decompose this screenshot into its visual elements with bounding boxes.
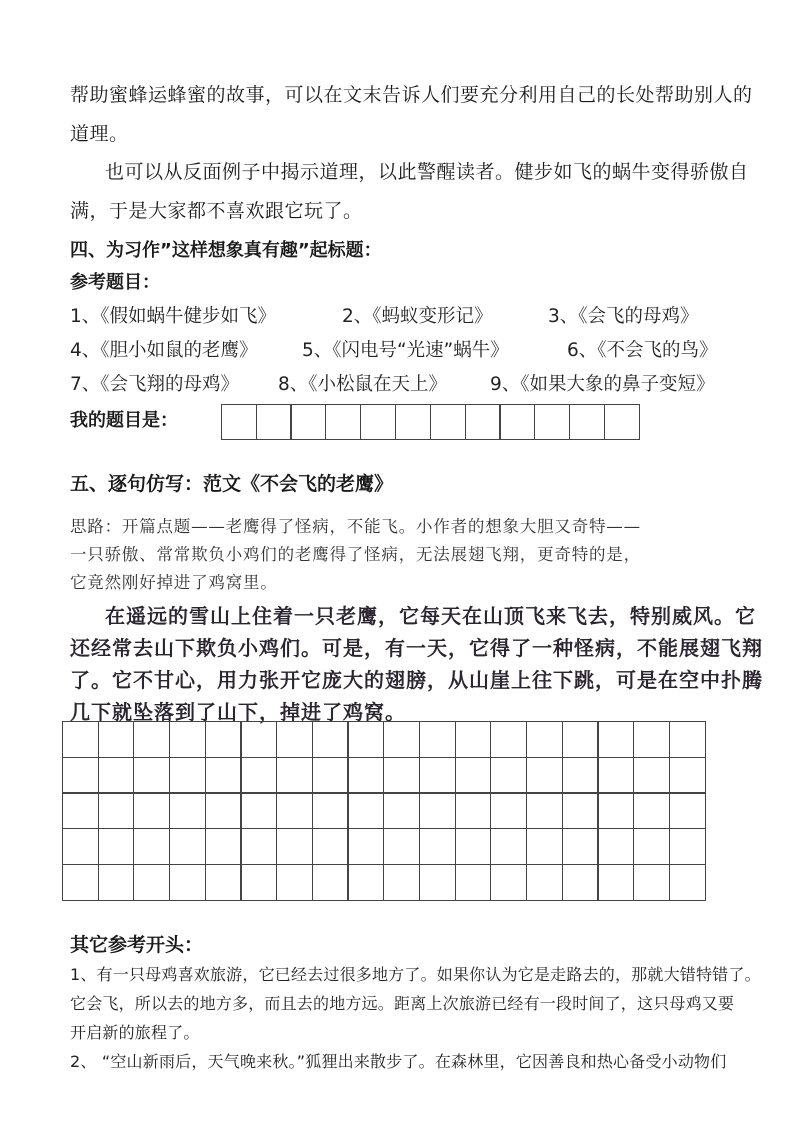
grid-cell[interactable] bbox=[240, 864, 277, 901]
sample-line-4: 几下就坠落到了山下，掉进了鸡窝。 bbox=[70, 700, 406, 724]
grid-cell[interactable] bbox=[383, 828, 420, 865]
grid-cell[interactable] bbox=[455, 757, 492, 794]
grid-cell[interactable] bbox=[312, 828, 349, 865]
grid-cell[interactable] bbox=[669, 828, 706, 865]
grid-cell[interactable] bbox=[419, 864, 456, 901]
grid-row bbox=[63, 794, 706, 830]
grid-cell[interactable] bbox=[276, 828, 313, 865]
idea-line-3: 它竟然刚好掉进了鸡窝里。 bbox=[70, 573, 278, 592]
section-5-heading: 五、逐句仿写：范文《不会飞的老鹰》 bbox=[70, 473, 394, 495]
title-box-cell[interactable] bbox=[290, 404, 326, 440]
other-item-2-line-1: 2、 “空山新雨后，天气晚来秋。”狐狸出来散步了。在森林里，它因善良和热心备受小动物们 bbox=[70, 1052, 727, 1071]
sample-line-1: 在遥远的雪山上住着一只老鹰，它每天在山顶飞来飞去，特别威风。它 bbox=[105, 604, 756, 628]
grid-cell[interactable] bbox=[490, 828, 527, 865]
grid-cell[interactable] bbox=[562, 721, 599, 758]
grid-cell[interactable] bbox=[526, 828, 563, 865]
idea-line-2: 一只骄傲、常常欺负小鸡们的老鹰得了怪病，无法展翅飞翔，更奇特的是， bbox=[70, 545, 641, 564]
grid-cell[interactable] bbox=[562, 864, 599, 901]
grid-cell[interactable] bbox=[490, 792, 527, 829]
intro-line-4: 满，于是大家都不喜欢跟它玩了。 bbox=[70, 200, 363, 222]
grid-cell[interactable] bbox=[562, 757, 599, 794]
grid-cell[interactable] bbox=[276, 721, 313, 758]
grid-cell[interactable] bbox=[62, 757, 99, 794]
title-item-6: 6、《不会飞的鸟》 bbox=[567, 340, 718, 361]
title-box-cell[interactable] bbox=[430, 404, 466, 440]
grid-cell[interactable] bbox=[526, 721, 563, 758]
grid-cell[interactable] bbox=[347, 792, 384, 829]
grid-cell[interactable] bbox=[669, 864, 706, 901]
grid-cell[interactable] bbox=[312, 721, 349, 758]
title-box-cell[interactable] bbox=[465, 404, 501, 440]
title-box-cell[interactable] bbox=[360, 404, 396, 440]
grid-cell[interactable] bbox=[205, 721, 242, 758]
other-openings-heading: 其它参考开头： bbox=[70, 934, 204, 956]
grid-cell[interactable] bbox=[98, 721, 135, 758]
grid-cell[interactable] bbox=[597, 721, 634, 758]
title-box-cell[interactable] bbox=[569, 404, 605, 440]
section-4-heading: 四、为习作”这样想象真有趣”起标题： bbox=[70, 240, 382, 261]
title-box-cell[interactable] bbox=[499, 404, 535, 440]
my-title-label: 我的题目是： bbox=[70, 410, 178, 431]
intro-line-3: 也可以从反面例子中揭示道理，以此警醒读者。健步如飞的蜗牛变得骄傲自 bbox=[105, 161, 749, 183]
grid-cell[interactable] bbox=[98, 864, 135, 901]
grid-cell[interactable] bbox=[276, 792, 313, 829]
grid-cell[interactable] bbox=[633, 757, 670, 794]
writing-grid[interactable] bbox=[63, 722, 706, 901]
title-box-cell[interactable] bbox=[325, 404, 361, 440]
title-item-5: 5、《闪电号“光速”蜗牛》 bbox=[302, 340, 509, 361]
intro-line-2: 道理。 bbox=[70, 123, 129, 145]
title-item-8: 8、《小松鼠在天上》 bbox=[278, 374, 448, 395]
other-item-1-line-3: 开启新的旅程了。 bbox=[70, 1023, 200, 1042]
grid-cell[interactable] bbox=[633, 792, 670, 829]
grid-cell[interactable] bbox=[98, 792, 135, 829]
grid-cell[interactable] bbox=[562, 828, 599, 865]
title-item-9: 9、《如果大象的鼻子变短》 bbox=[490, 374, 715, 395]
grid-cell[interactable] bbox=[205, 828, 242, 865]
grid-cell[interactable] bbox=[419, 792, 456, 829]
grid-cell[interactable] bbox=[597, 757, 634, 794]
grid-cell[interactable] bbox=[419, 828, 456, 865]
grid-cell[interactable] bbox=[669, 792, 706, 829]
grid-cell[interactable] bbox=[419, 721, 456, 758]
grid-cell[interactable] bbox=[597, 828, 634, 865]
title-answer-boxes[interactable] bbox=[222, 404, 640, 440]
grid-cell[interactable] bbox=[562, 792, 599, 829]
grid-row bbox=[63, 722, 706, 758]
grid-cell[interactable] bbox=[205, 757, 242, 794]
grid-cell[interactable] bbox=[169, 792, 206, 829]
grid-row bbox=[63, 865, 706, 901]
grid-cell[interactable] bbox=[597, 792, 634, 829]
grid-row bbox=[63, 758, 706, 794]
grid-cell[interactable] bbox=[240, 792, 277, 829]
grid-cell[interactable] bbox=[98, 828, 135, 865]
grid-cell[interactable] bbox=[347, 864, 384, 901]
idea-line-1: 思路：开篇点题——老鹰得了怪病，不能飞。小作者的想象大胆又奇特—— bbox=[70, 517, 641, 536]
grid-cell[interactable] bbox=[633, 721, 670, 758]
grid-cell[interactable] bbox=[169, 828, 206, 865]
grid-cell[interactable] bbox=[633, 828, 670, 865]
grid-cell[interactable] bbox=[205, 864, 242, 901]
grid-cell[interactable] bbox=[490, 757, 527, 794]
grid-cell[interactable] bbox=[383, 757, 420, 794]
title-box-cell[interactable] bbox=[256, 404, 292, 440]
title-box-cell[interactable] bbox=[534, 404, 570, 440]
sample-line-3: 了。它不甘心，用力张开它庞大的翅膀，从山崖上往下跳，可是在空中扑腾 bbox=[70, 668, 763, 692]
grid-cell[interactable] bbox=[205, 792, 242, 829]
sample-line-2: 还经常去山下欺负小鸡们。可是，有一天，它得了一种怪病，不能展翅飞翔 bbox=[70, 636, 763, 660]
grid-cell[interactable] bbox=[133, 792, 170, 829]
grid-cell[interactable] bbox=[383, 721, 420, 758]
grid-cell[interactable] bbox=[455, 864, 492, 901]
grid-cell[interactable] bbox=[383, 864, 420, 901]
grid-row bbox=[63, 829, 706, 865]
grid-cell[interactable] bbox=[490, 721, 527, 758]
grid-cell[interactable] bbox=[169, 721, 206, 758]
reference-titles-label: 参考题目： bbox=[70, 272, 160, 293]
grid-cell[interactable] bbox=[312, 792, 349, 829]
grid-cell[interactable] bbox=[455, 721, 492, 758]
grid-cell[interactable] bbox=[669, 757, 706, 794]
grid-cell[interactable] bbox=[312, 864, 349, 901]
grid-cell[interactable] bbox=[490, 864, 527, 901]
grid-cell[interactable] bbox=[133, 757, 170, 794]
grid-cell[interactable] bbox=[62, 828, 99, 865]
title-box-cell[interactable] bbox=[604, 404, 640, 440]
grid-cell[interactable] bbox=[669, 721, 706, 758]
grid-cell[interactable] bbox=[526, 757, 563, 794]
grid-cell[interactable] bbox=[240, 721, 277, 758]
grid-cell[interactable] bbox=[347, 828, 384, 865]
grid-cell[interactable] bbox=[276, 757, 313, 794]
grid-cell[interactable] bbox=[240, 757, 277, 794]
other-item-1-line-2: 它会飞，所以去的地方多，而且去的地方远。距离上次旅游已经有一段时间了，这只母鸡又要 bbox=[70, 994, 735, 1013]
grid-cell[interactable] bbox=[597, 864, 634, 901]
grid-cell[interactable] bbox=[347, 721, 384, 758]
grid-cell[interactable] bbox=[633, 864, 670, 901]
grid-cell[interactable] bbox=[169, 864, 206, 901]
grid-cell[interactable] bbox=[169, 757, 206, 794]
grid-cell[interactable] bbox=[133, 828, 170, 865]
grid-cell[interactable] bbox=[347, 757, 384, 794]
title-item-1: 1、《假如蜗牛健步如飞》 bbox=[70, 306, 277, 327]
grid-cell[interactable] bbox=[455, 828, 492, 865]
grid-cell[interactable] bbox=[312, 757, 349, 794]
grid-cell[interactable] bbox=[383, 792, 420, 829]
title-item-7: 7、《会飞翔的母鸡》 bbox=[70, 374, 240, 395]
title-item-3: 3、《会飞的母鸡》 bbox=[548, 306, 699, 327]
grid-cell[interactable] bbox=[455, 792, 492, 829]
other-item-1-line-1: 1、有一只母鸡喜欢旅游，它已经去过很多地方了。如果你认为它是走路去的，那就大错特错了。 bbox=[70, 965, 761, 984]
grid-cell[interactable] bbox=[62, 864, 99, 901]
grid-cell[interactable] bbox=[62, 792, 99, 829]
grid-cell[interactable] bbox=[526, 864, 563, 901]
grid-cell[interactable] bbox=[240, 828, 277, 865]
title-box-cell[interactable] bbox=[221, 404, 257, 440]
intro-line-1: 帮助蜜蜂运蜂蜜的故事，可以在文末告诉人们要充分利用自己的长处帮助别人的 bbox=[70, 84, 753, 106]
title-item-4: 4、《胆小如鼠的老鹰》 bbox=[70, 340, 258, 361]
grid-cell[interactable] bbox=[133, 721, 170, 758]
grid-cell[interactable] bbox=[98, 757, 135, 794]
title-item-2: 2、《蚂蚁变形记》 bbox=[342, 306, 493, 327]
grid-cell[interactable] bbox=[419, 757, 456, 794]
grid-cell[interactable] bbox=[276, 864, 313, 901]
title-box-cell[interactable] bbox=[395, 404, 431, 440]
grid-cell[interactable] bbox=[526, 792, 563, 829]
grid-cell[interactable] bbox=[62, 721, 99, 758]
grid-cell[interactable] bbox=[133, 864, 170, 901]
